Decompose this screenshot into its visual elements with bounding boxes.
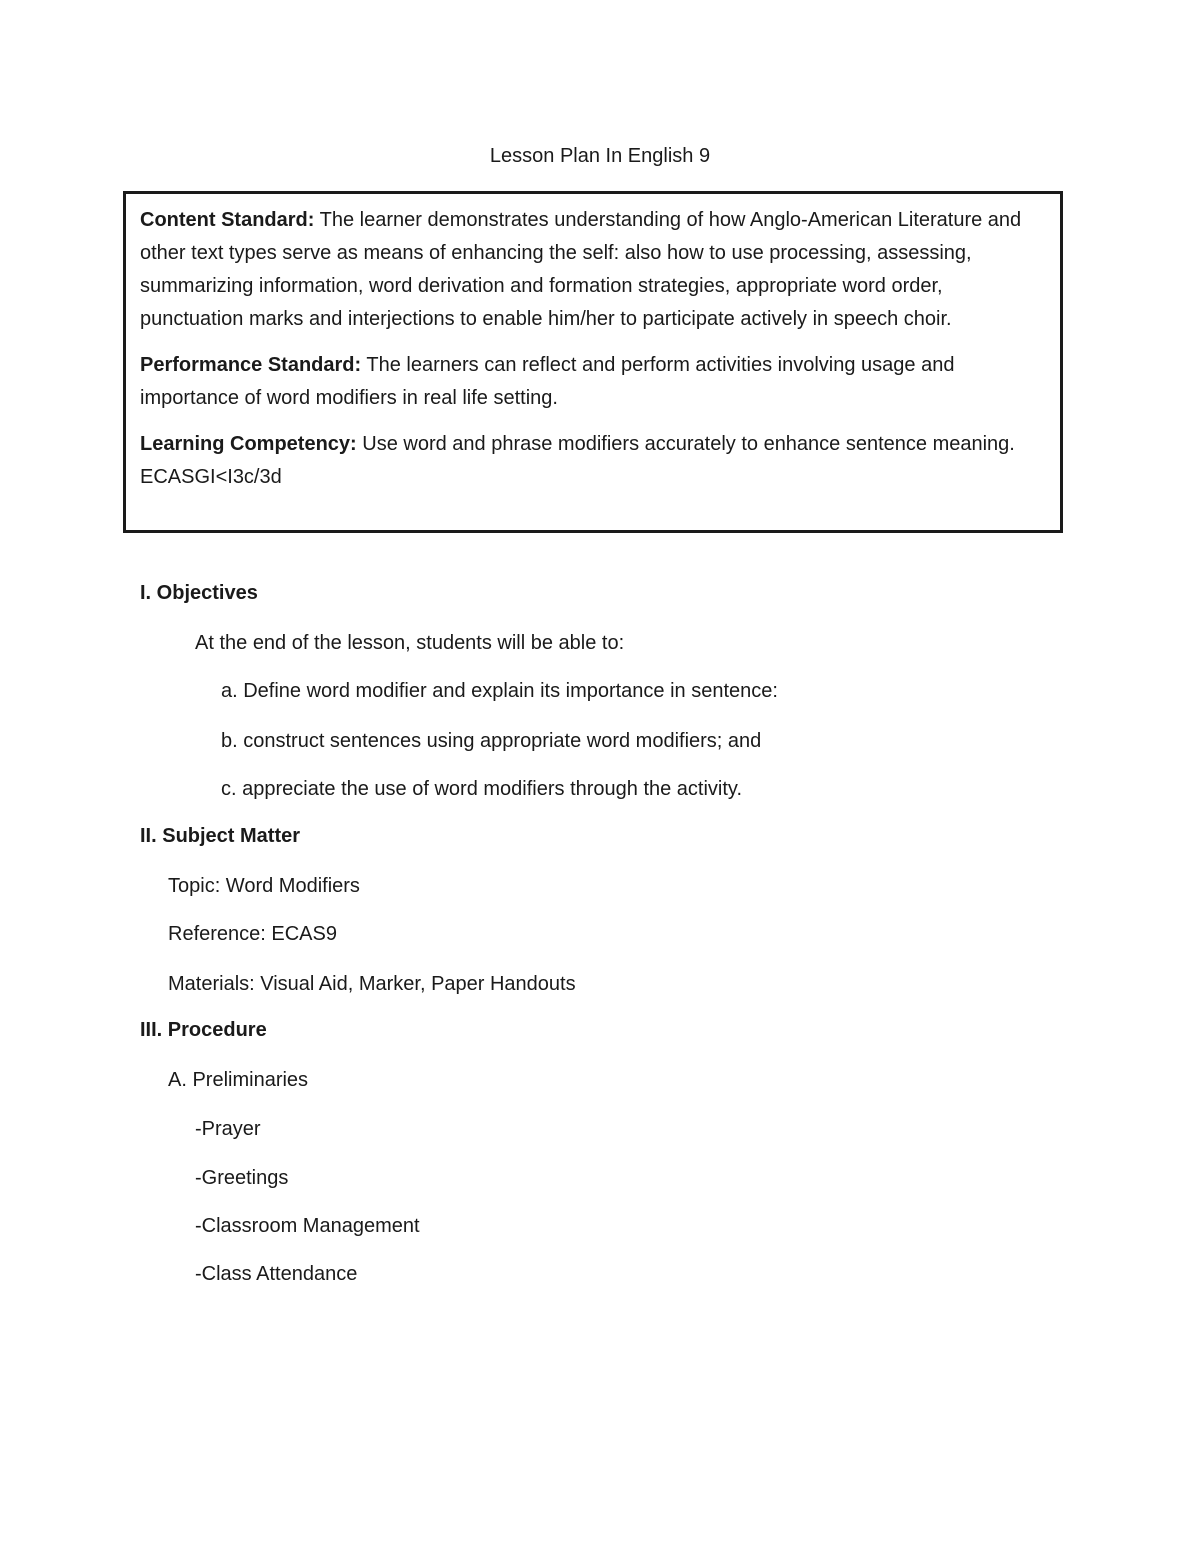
procedure-item-greetings: -Greetings: [195, 1167, 289, 1189]
learning-competency-text: Use word and phrase modifiers accurately to enhance sentence meaning. ECASGI<I3c/3d: [140, 433, 1015, 488]
subject-matter-heading: II. Subject Matter: [140, 825, 301, 847]
performance-standard-text: The learners can reflect and perform activities involving usage and importance of word modifiers in real life setting.: [140, 354, 955, 409]
subject-reference: Reference: ECAS9: [168, 923, 337, 945]
performance-standard-label: Performance Standard:: [140, 354, 362, 376]
objectives-intro: At the end of the lesson, students will be able to:: [195, 632, 625, 654]
objective-item-b: b. construct sentences using appropriate word modifiers; and: [221, 730, 762, 752]
procedure-preliminaries: A. Preliminaries: [168, 1069, 309, 1091]
objective-item-a: a. Define word modifier and explain its importance in sentence:: [221, 680, 778, 702]
content-standard-label: Content Standard:: [140, 209, 315, 231]
objectives-heading: I. Objectives: [140, 582, 258, 604]
procedure-item-class-attendance: -Class Attendance: [195, 1263, 358, 1285]
content-standard: [140, 204, 1046, 336]
document-title: Lesson Plan In English 9: [489, 145, 711, 167]
procedure-item-prayer: -Prayer: [195, 1118, 261, 1140]
procedure-heading: III. Procedure: [140, 1019, 267, 1041]
learning-competency-label: Learning Competency:: [140, 433, 357, 455]
learning-competency: [140, 428, 1046, 494]
content-standard-text: The learner demonstrates understanding of how Anglo-American Literature and other text types serve as means of enhancing the self: also how to use processing, assessing, summarizing information, word derivation and formation strategies, appropriate word order, punctuation marks and interjections to enable him/her to participate actively in speech choir.: [140, 209, 1022, 330]
objective-item-c: c. appreciate the use of word modifiers through the activity.: [221, 778, 743, 800]
performance-standard: [140, 349, 1046, 415]
subject-materials: Materials: Visual Aid, Marker, Paper Handouts: [168, 973, 576, 995]
procedure-item-classroom-management: -Classroom Management: [195, 1215, 420, 1237]
subject-topic: Topic: Word Modifiers: [168, 875, 360, 897]
standards-box: [123, 191, 1063, 533]
